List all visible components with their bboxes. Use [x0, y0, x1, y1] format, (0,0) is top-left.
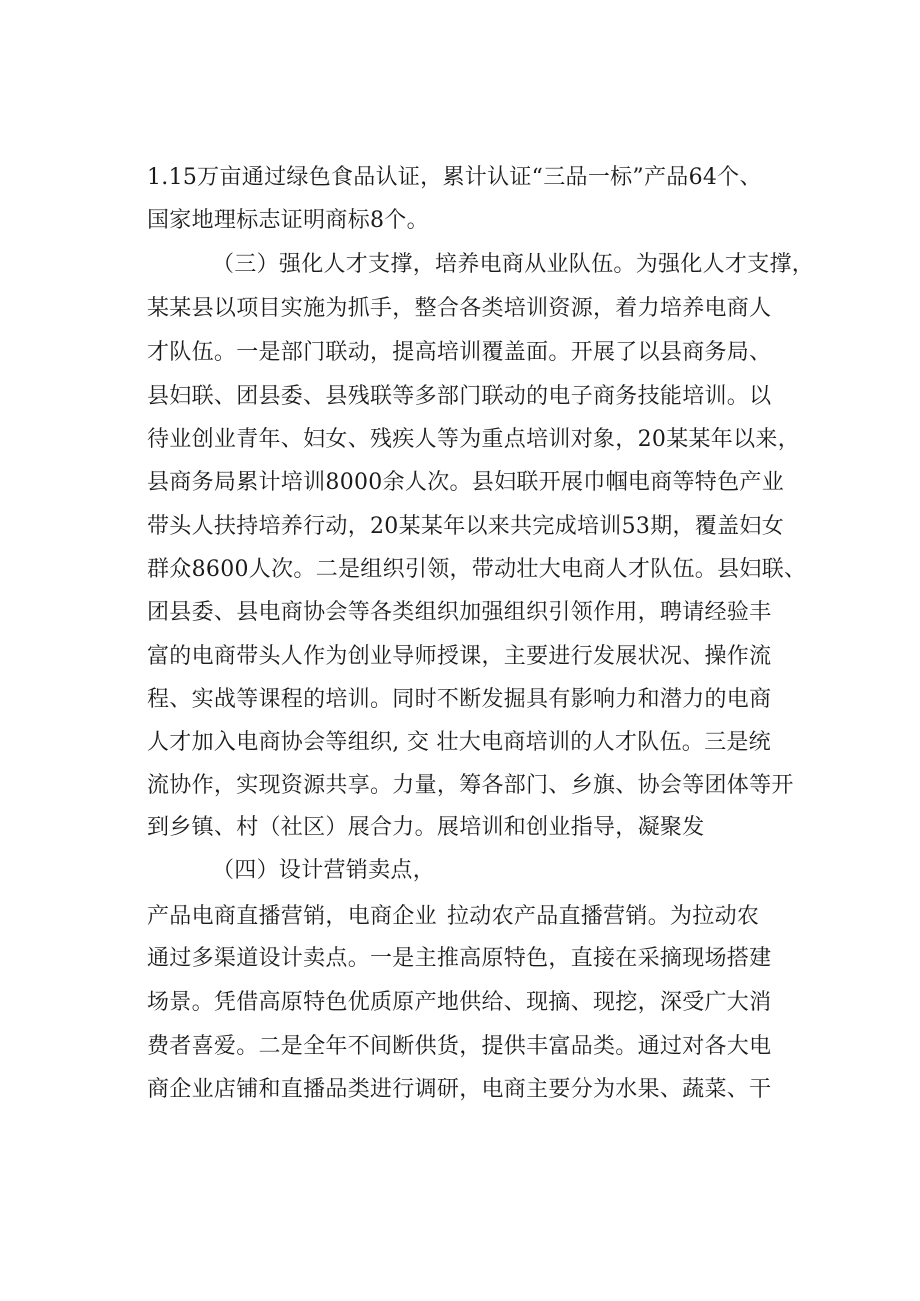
text-line-9: 带头人扶持培养行动，20某某年以来共完成培训53期，覆盖妇女 — [147, 514, 784, 539]
text-line-20: 场景。凭借高原特色优质原产地供给、现摘、现挖，深受广大消 — [147, 990, 772, 1015]
text-line-7: 待业创业青年、妇女、残疾人等为重点培训对象，20某某年以来， — [147, 427, 800, 452]
text-line-11: 团县委、县电商协会等各类组织加强组织引领作用，聘请经验丰 — [147, 600, 772, 625]
text-line-8: 县商务局累计培训8000余人次。县妇联开展巾帼电商等特色产业 — [147, 470, 784, 495]
text-line-22: 商企业店铺和直播品类进行调研，电商主要分为水果、蔬菜、干 — [147, 1077, 772, 1102]
text-line-2: 国家地理标志证明商标8个。 — [147, 208, 429, 233]
text-fragment-left: 产品电商直播营销，电商企业 — [147, 904, 437, 929]
text-line-14: 人才加入电商协会等组织, 交 壮大电商培训的人才队伍。三是统 — [147, 730, 771, 755]
text-line-12: 富的电商带头人作为创业导师授课，主要进行发展状况、操作流 — [147, 644, 772, 669]
text-line-6: 县妇联、团县委、县残联等多部门联动的电子商务技能培训。以 — [147, 384, 772, 409]
text-line-1: 1.15万亩通过绿色食品认证，累计认证“三品一标”产品64个、 — [147, 165, 762, 190]
section-heading-3: （三）强化人才支撑，培养电商从业队伍。为强化人才支撑， — [212, 252, 815, 277]
text-line-18 — [0, 902, 920, 932]
text-line-15: 流协作，实现资源共享。力量，筹各部门、乡旗、协会等团体等开 — [147, 773, 794, 798]
section-heading-4: （四）设计营销卖点， — [212, 858, 436, 883]
text-line-21: 费者喜爱。二是全年不间断供货，提供丰富品类。通过对各大电 — [147, 1034, 772, 1059]
text-line-13: 程、实战等课程的培训。同时不断发掘具有影响力和潜力的电商 — [147, 687, 772, 712]
text-line-5: 才队伍。一是部门联动，提高培训覆盖面。开展了以县商务局、 — [147, 340, 772, 365]
text-line-19: 通过多渠道设计卖点。一是主推高原特色，直接在采摘现场搭建 — [147, 946, 772, 971]
text-line-16: 到乡镇、村（社区）展合力。展培训和创业指导，凝聚发 — [147, 815, 705, 840]
text-line-4: 某某县以项目实施为抓手，整合各类培训资源，着力培养电商人 — [147, 296, 772, 321]
text-fragment-right: 拉动农产品直播营销。为拉动农 — [447, 904, 760, 929]
text-line-10: 群众8600人次。二是组织引领，带动壮大电商人才队伍。县妇联、 — [147, 557, 807, 582]
